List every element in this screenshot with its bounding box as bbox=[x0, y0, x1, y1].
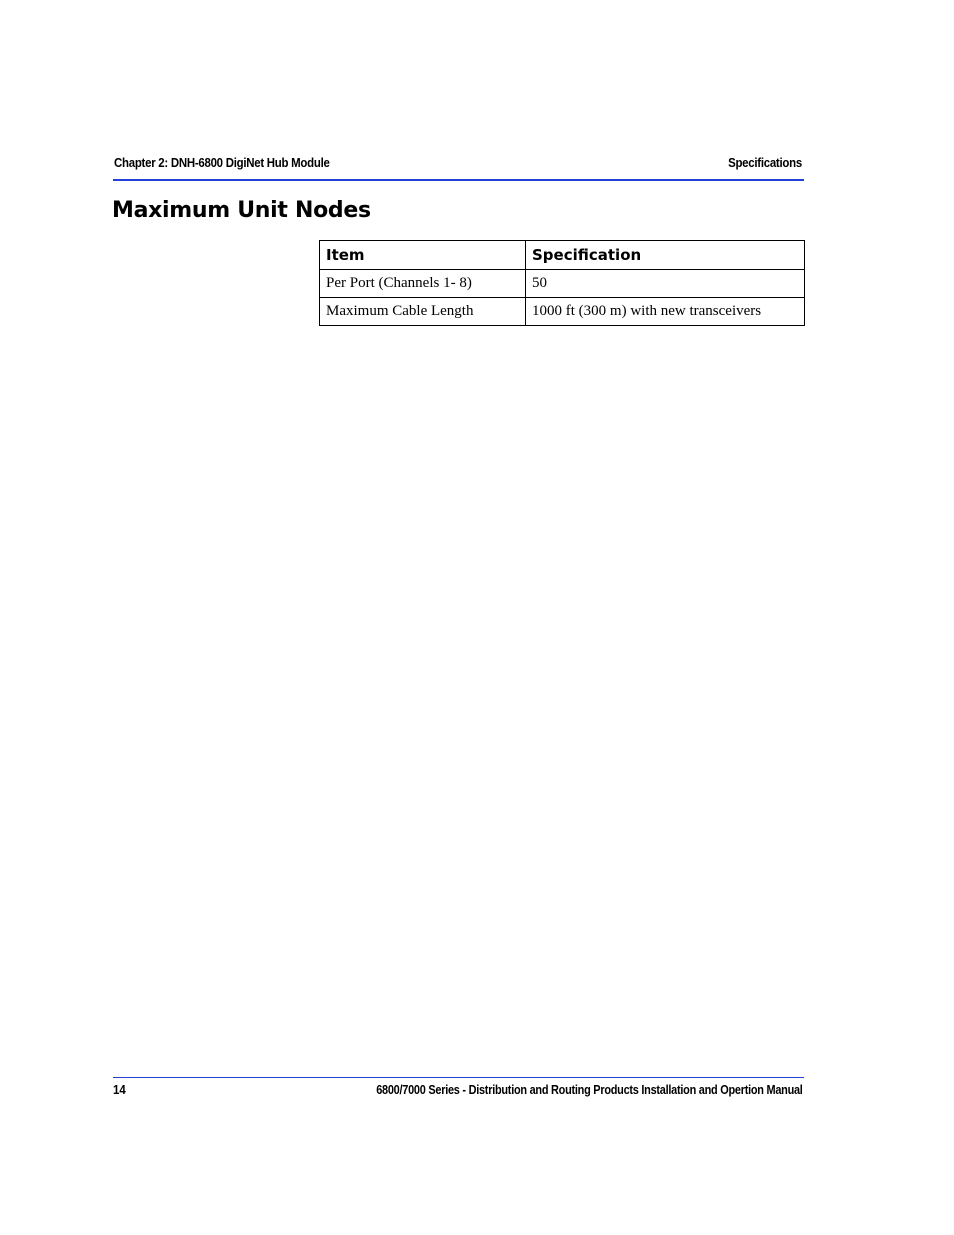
column-header-item: Item bbox=[320, 241, 526, 270]
table-cell-specification: 1000 ft (300 m) with new transceivers bbox=[526, 298, 805, 326]
table-row bbox=[320, 298, 805, 326]
table-cell-item: Maximum Cable Length bbox=[320, 298, 526, 326]
page-number: 14 bbox=[113, 1082, 126, 1097]
table-header-row bbox=[320, 241, 805, 270]
table-cell-item: Per Port (Channels 1- 8) bbox=[320, 270, 526, 298]
page-footer bbox=[113, 1077, 804, 1102]
table-row bbox=[320, 270, 805, 298]
chapter-title: Chapter 2: DNH-6800 DigiNet Hub Module bbox=[114, 155, 330, 170]
page-title: Maximum Unit Nodes bbox=[112, 198, 371, 223]
page-header bbox=[113, 153, 804, 181]
manual-title: 6800/7000 Series - Distribution and Routing Products Installation and Opertion Manual bbox=[376, 1082, 803, 1097]
table-cell-specification: 50 bbox=[526, 270, 805, 298]
section-name: Specifications bbox=[728, 155, 802, 170]
spec-table bbox=[319, 240, 805, 326]
column-header-specification: Specification bbox=[526, 241, 805, 270]
